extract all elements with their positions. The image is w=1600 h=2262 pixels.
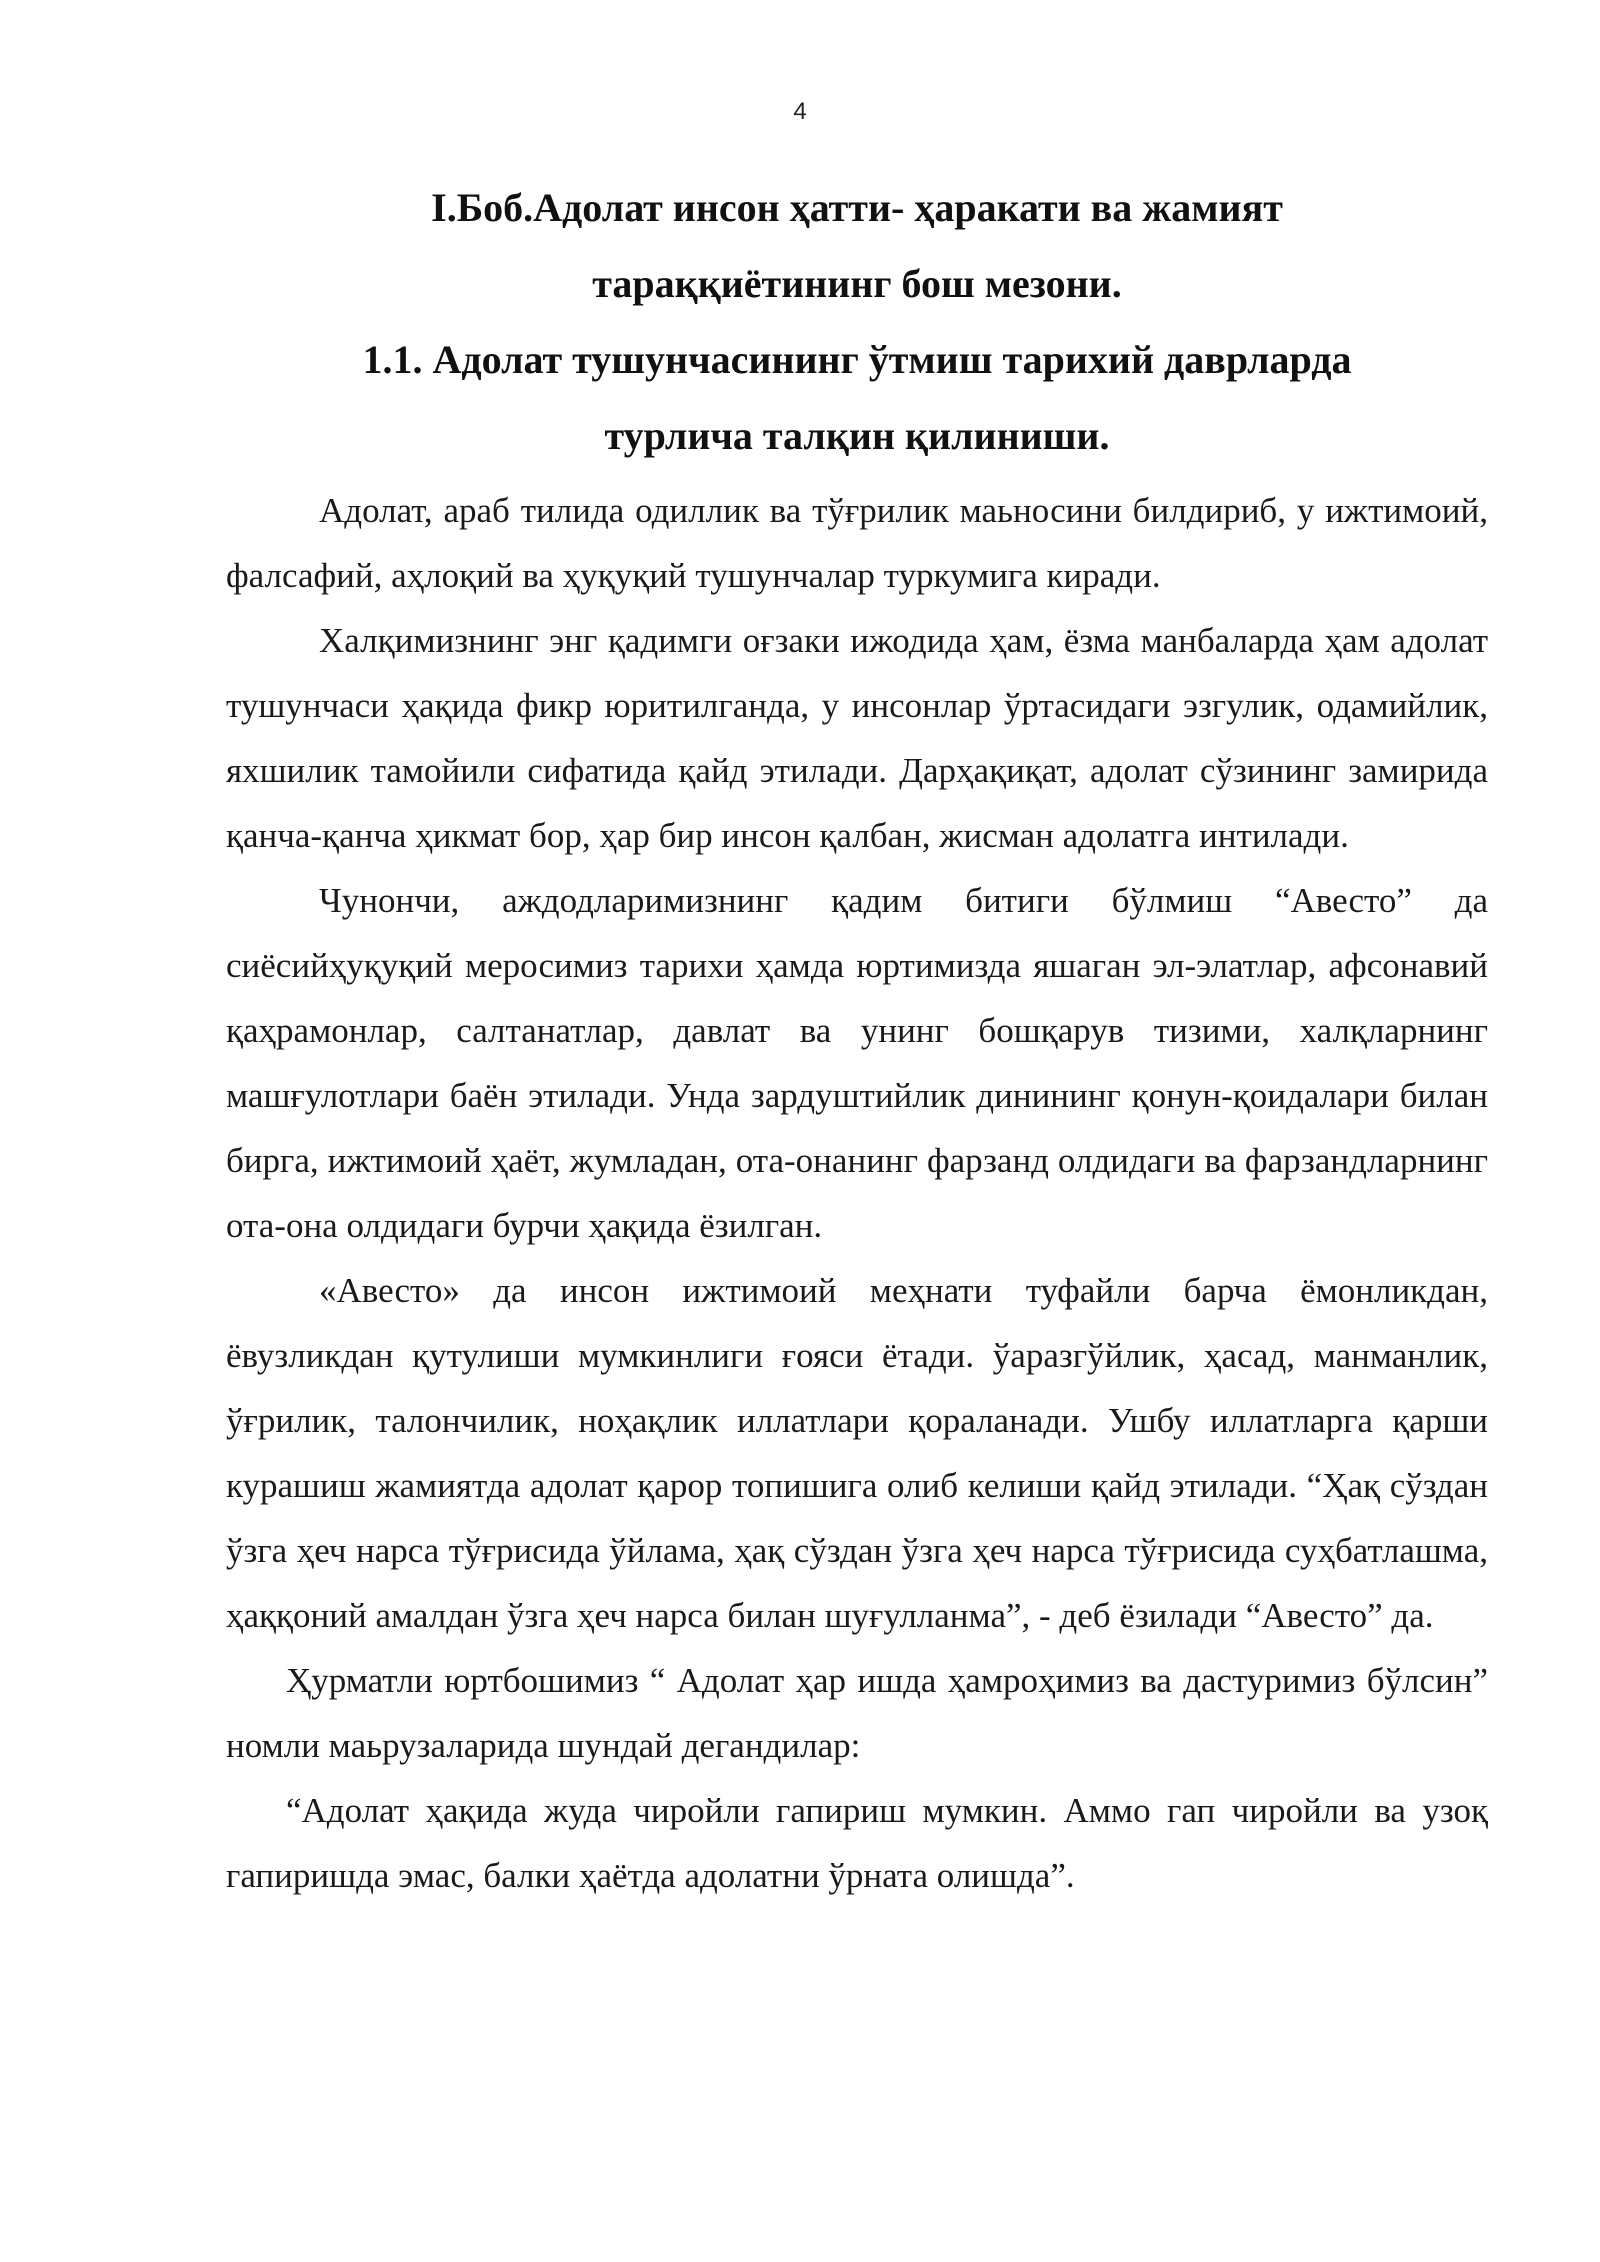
quote-paragraph: “Адолат ҳақида жуда чиройли гапириш мумкин. Аммо гап чиройли ва узоқ гапиришда эмас, балки ҳаётда адолатни ўрната олишда”. [226, 1791, 1488, 1895]
chapter-title-line-1: I.Боб.Адолат инсон ҳатти- ҳаракати ва жамият [431, 185, 1283, 230]
paragraph: Халқимизнинг энг қадимги оғзаки ижодида ҳам, ёзма манбаларда ҳам адолат тушунчаси ҳақида фикр юритилганда, у инсонлар ўртасидаги эзгулик, одамийлик, яхшилик тамойили сифатида қайд этилади. Дарҳақиқат, адолат сўзининг замирида қанча-қанча ҳикмат бор, ҳар бир инсон қалбан, жисман адолатга интилади. [226, 621, 1488, 855]
paragraph: Адолат, араб тилида одиллик ва тўғрилик маьносини билдириб, у ижтимоий, фалсафий, аҳлоқий ва ҳуқуқий тушунчалар туркумига киради. [226, 491, 1488, 595]
page-content [226, 170, 1488, 1908]
section-title-line-1: 1.1. Адолат тушунчасининг ўтмиш тарихий даврларда [362, 337, 1352, 382]
paragraph: Чунончи, аждодларимизнинг қадим битиги бўлмиш “Авесто” да сиёсийҳуқуқий меросимиз тарихи ҳамда юртимизда яшаган эл-элатлар, афсонавий қаҳрамонлар, салтанатлар, давлат ва унинг бошқарув тизими, халқларнинг машғулотлари баён этилади. Унда зардуштийлик динининг қонун-қоидалари билан бирга, ижтимоий ҳаёт, жумладан, ота-онанинг фарзанд олдидаги ва фарзандларнинг ота-она олдидаги бурчи ҳақида ёзилган. [226, 881, 1488, 1245]
page-number: 4 [793, 98, 807, 125]
section-title-line-2: турлича талқин қилиниши. [604, 413, 1110, 458]
chapter-title-line-2: тараққиётининг бош мезони. [592, 261, 1122, 306]
paragraph: «Авесто» да инсон ижтимоий меҳнати туфайли барча ёмонликдан, ёвузликдан қутулиши мумкинлиги ғояси ётади. ўаразгўйлик, ҳасад, манманлик, ўғрилик, талончилик, ноҳақлик иллатлари қораланади. Ушбу иллатларга қарши курашиш жамиятда адолат қарор топишига олиб келиши қайд этилади. “Ҳақ сўздан ўзга ҳеч нарса тўғрисида ўйлама, ҳақ сўздан ўзга ҳеч нарса тўғрисида суҳбатлашма, ҳаққоний амалдан ўзга ҳеч нарса билан шуғулланма”, - деб ёзилади “Авесто” да. [226, 1271, 1488, 1635]
paragraph: Ҳурматли юртбошимиз “ Адолат ҳар ишда ҳамроҳимиз ва дастуримиз бўлсин” номли маьрузаларида шундай дегандилар: [226, 1661, 1488, 1765]
